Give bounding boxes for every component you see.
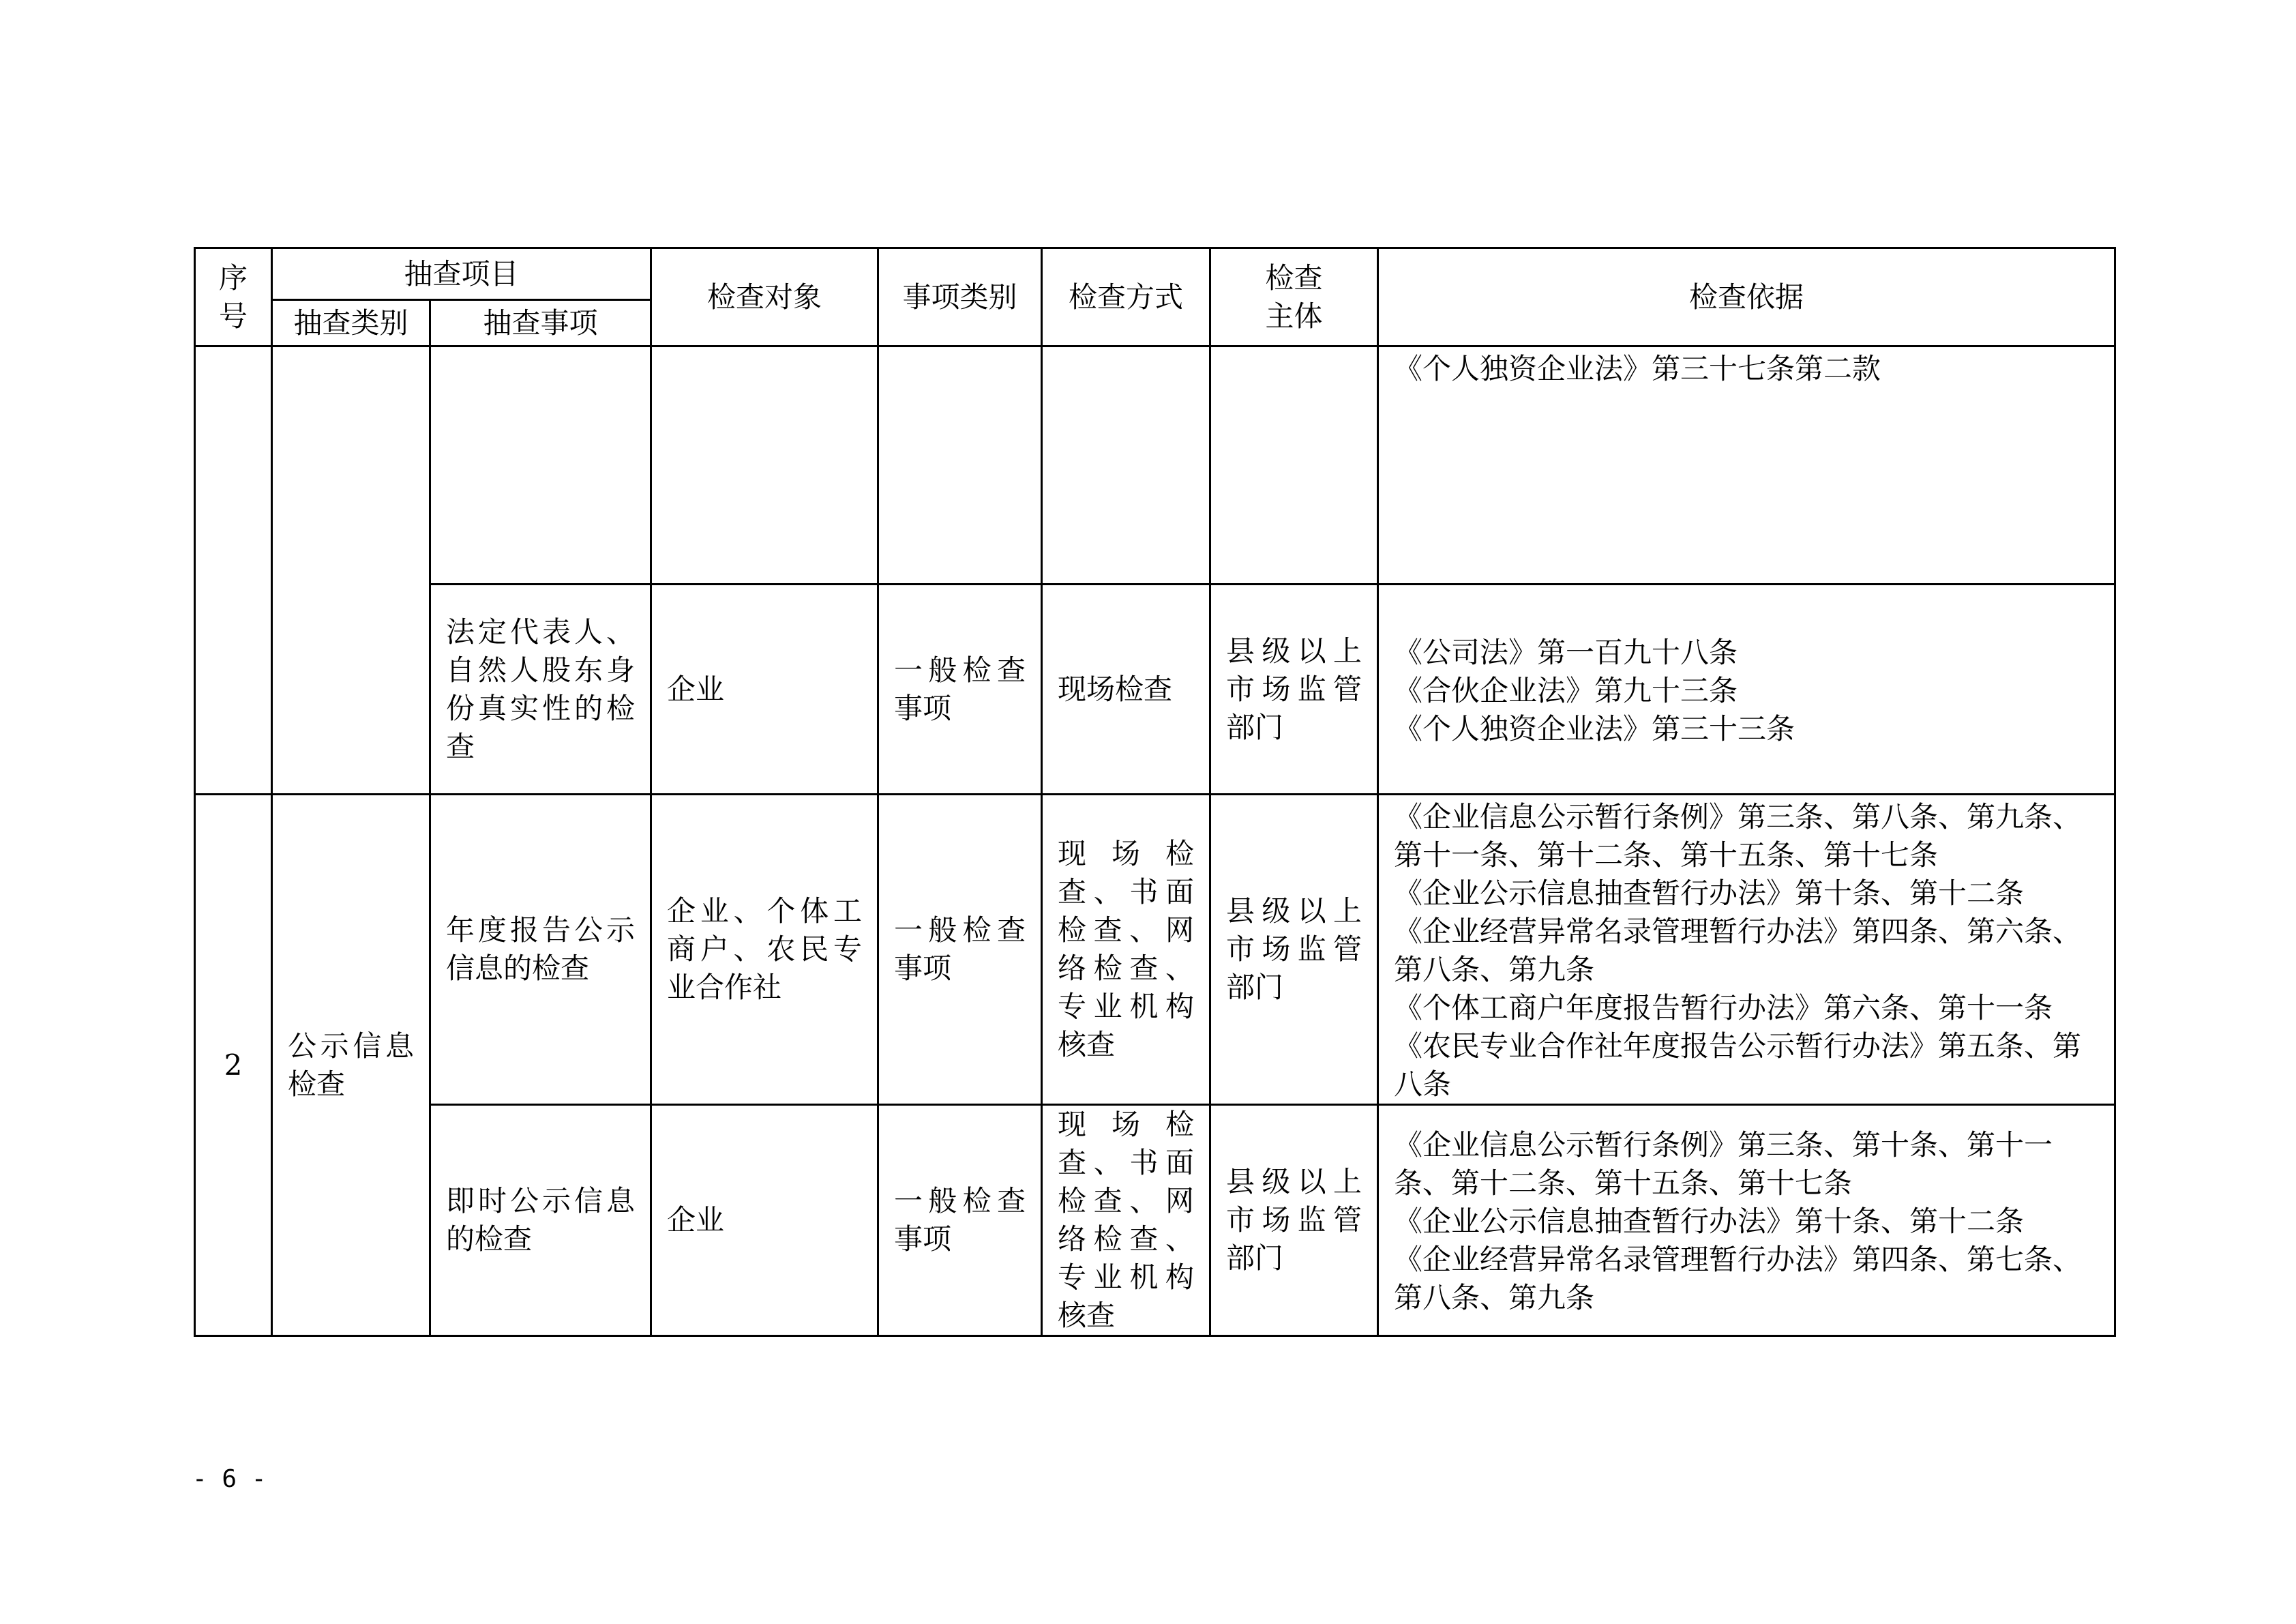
basis-line: 《企业信息公示暂行条例》第三条、第八条、第九条、第十一条、第十二条、第十五条、第十七条 <box>1394 800 2082 872</box>
row-basis <box>1378 346 2115 585</box>
header-check-subject-line1: 检查 <box>1265 261 1323 295</box>
row-object: 企业、个体工商户、农民专业合作社 <box>651 795 878 1105</box>
row-subject: 县级以上市场监管部门 <box>1210 795 1378 1105</box>
header-check-project: 抽查项目 <box>272 248 651 300</box>
row-item: 年度报告公示信息的检查 <box>430 795 651 1105</box>
header-item-type: 事项类别 <box>878 248 1042 346</box>
row-object <box>651 346 878 585</box>
row-basis <box>1378 585 2115 795</box>
row-method <box>1042 346 1210 585</box>
header-row-1 <box>195 248 2115 300</box>
header-check-object: 检查对象 <box>651 248 878 346</box>
basis-line: 《合伙企业法》第九十三条 <box>1394 673 1738 707</box>
row-subject <box>1210 346 1378 585</box>
inspection-table <box>194 247 2116 1337</box>
basis-line: 《企业经营异常名录管理暂行办法》第四条、第六条、第八条、第九条 <box>1394 915 2082 986</box>
row-type: 一般检查事项 <box>878 1105 1042 1336</box>
basis-line: 《个人独资企业法》第三十三条 <box>1394 711 1795 745</box>
row-seq: 2 <box>195 795 272 1336</box>
row-item: 法定代表人、自然人股东身份真实性的检查 <box>430 585 651 795</box>
row-method: 现场检查、书面检查、网络检查、专业机构核查 <box>1042 795 1210 1105</box>
row-object: 企业 <box>651 585 878 795</box>
row-type <box>878 346 1042 585</box>
basis-line: 《企业公示信息抽查暂行办法》第十条、第十二条 <box>1394 1205 2025 1238</box>
basis-line: 《企业经营异常名录管理暂行办法》第四条、第七条、第八条、第九条 <box>1394 1243 2082 1314</box>
header-seq <box>195 248 272 346</box>
header-check-item: 抽查事项 <box>430 300 651 346</box>
basis-line: 《个人独资企业法》第三十七条第二款 <box>1394 352 1881 385</box>
table-row <box>195 795 2115 1105</box>
basis-line: 《个体工商户年度报告暂行办法》第六条、第十一条 <box>1394 991 2053 1024</box>
header-check-basis: 检查依据 <box>1378 248 2115 346</box>
basis-line: 《农民专业合作社年度报告公示暂行办法》第五条、第八条 <box>1394 1029 2082 1101</box>
page-number: - 6 - <box>192 1465 267 1493</box>
row-subject: 县级以上市场监管部门 <box>1210 585 1378 795</box>
row-method: 现场检查、书面检查、网络检查、专业机构核查 <box>1042 1105 1210 1336</box>
row-item <box>430 346 651 585</box>
header-seq-line2: 号 <box>218 299 248 333</box>
table-row <box>195 1105 2115 1336</box>
row-seq <box>195 346 272 795</box>
table-row <box>195 346 2115 585</box>
header-check-subject <box>1210 248 1378 346</box>
row-basis <box>1378 795 2115 1105</box>
basis-line: 《企业公示信息抽查暂行办法》第十条、第十二条 <box>1394 876 2025 910</box>
row-category <box>272 346 430 795</box>
row-item: 即时公示信息的检查 <box>430 1105 651 1336</box>
row-type: 一般检查事项 <box>878 585 1042 795</box>
table-row <box>195 585 2115 795</box>
row-object: 企业 <box>651 1105 878 1336</box>
row-category: 公示信息检查 <box>272 795 430 1336</box>
basis-line: 《公司法》第一百九十八条 <box>1394 635 1738 669</box>
row-subject: 县级以上市场监管部门 <box>1210 1105 1378 1336</box>
row-type: 一般检查事项 <box>878 795 1042 1105</box>
basis-line: 《企业信息公示暂行条例》第三条、第十条、第十一条、第十二条、第十五条、第十七条 <box>1394 1128 2053 1200</box>
row-method: 现场检查 <box>1042 585 1210 795</box>
header-check-method: 检查方式 <box>1042 248 1210 346</box>
header-check-subject-line2: 主体 <box>1265 299 1323 333</box>
header-seq-line1: 序 <box>218 261 248 295</box>
row-basis <box>1378 1105 2115 1336</box>
header-check-category: 抽查类别 <box>272 300 430 346</box>
